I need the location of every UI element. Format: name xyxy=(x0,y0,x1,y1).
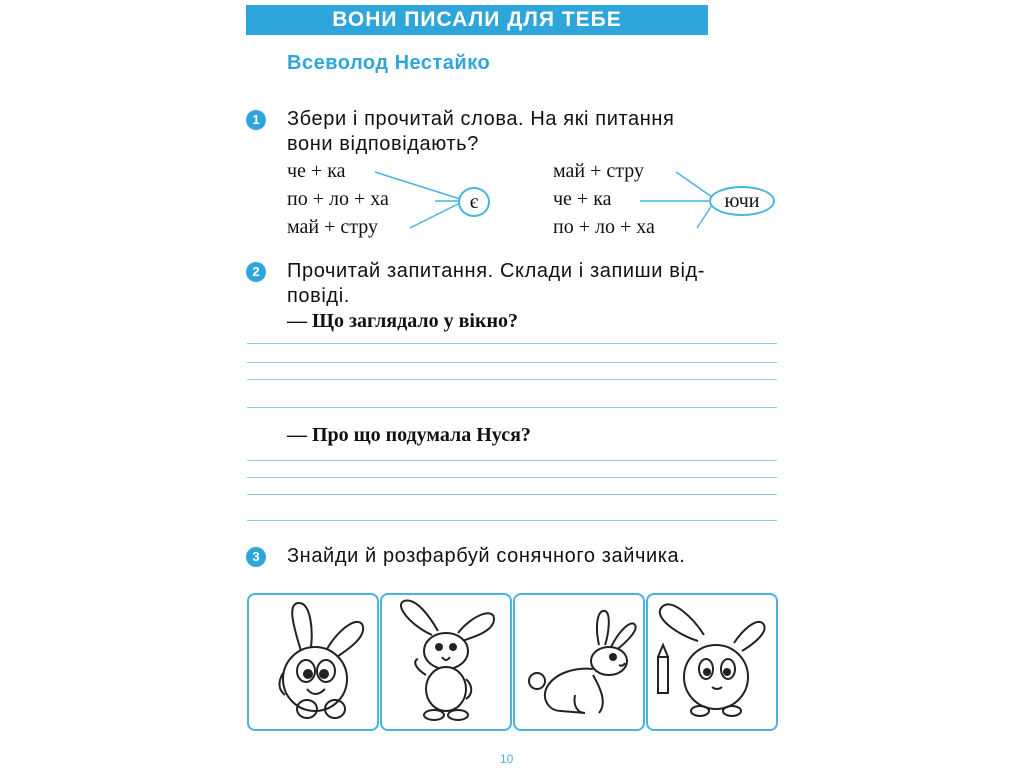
picture-round-bunny-with-pencil[interactable] xyxy=(646,593,778,731)
writing-line[interactable] xyxy=(247,362,777,363)
task-2-text-line1: Прочитай запитання. Склади і запиши від- xyxy=(287,260,706,282)
left-syllables-row-1: че + ка xyxy=(287,160,346,182)
writing-line[interactable] xyxy=(247,494,777,495)
task-2-text-line2: повіді. xyxy=(287,285,350,307)
author-name: Всеволод Нестайко xyxy=(287,52,491,74)
page-number: 10 xyxy=(500,752,514,766)
task-3-number: 3 xyxy=(246,547,266,567)
ending-bubble-left: є xyxy=(458,187,490,217)
writing-line[interactable] xyxy=(247,343,777,344)
left-syllables-row-3: май + стру xyxy=(287,216,378,238)
left-syllables-row-2: по + ло + ха xyxy=(287,188,389,210)
writing-line[interactable] xyxy=(247,520,777,521)
section-banner: ВОНИ ПИСАЛИ ДЛЯ ТЕБЕ xyxy=(246,5,708,35)
right-syllables-row-2: че + ка xyxy=(553,188,612,210)
writing-line[interactable] xyxy=(247,460,777,461)
writing-line[interactable] xyxy=(247,477,777,478)
writing-line[interactable] xyxy=(247,407,777,408)
task-3-text: Знайди й розфарбуй сонячного зайчика. xyxy=(287,545,686,567)
question-1: — Що заглядало у вікно? xyxy=(287,310,519,332)
picture-bunny-waving[interactable] xyxy=(380,593,512,731)
question-2: — Про що подумала Нуся? xyxy=(287,424,531,446)
task-1-number: 1 xyxy=(246,110,266,130)
picture-round-bunny-sitting[interactable] xyxy=(247,593,379,731)
ending-bubble-right: ючи xyxy=(709,186,775,216)
task-2-number: 2 xyxy=(246,262,266,282)
task-1-text-line1: Збери і прочитай слова. На які питання xyxy=(287,108,675,130)
right-syllables-row-1: май + стру xyxy=(553,160,644,182)
task-1-text-line2: вони відповідають? xyxy=(287,133,479,155)
right-syllables-row-3: по + ло + ха xyxy=(553,216,655,238)
writing-line[interactable] xyxy=(247,379,777,380)
picture-bunny-crawling[interactable] xyxy=(513,593,645,731)
